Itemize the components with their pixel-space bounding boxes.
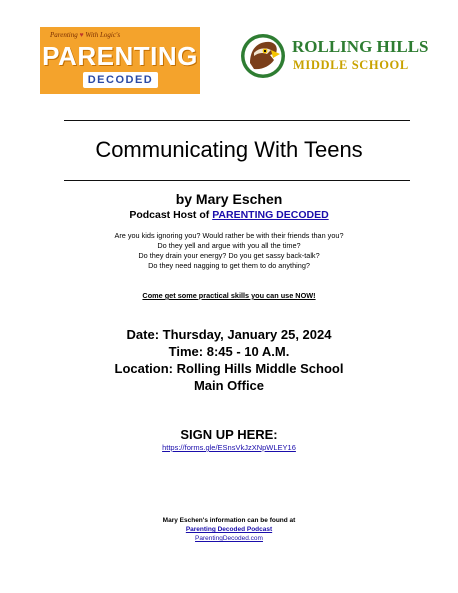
- call-to-action: Come get some practical skills you can use NOW!: [142, 291, 316, 300]
- questions-block: [0, 231, 458, 271]
- event-details: [0, 326, 458, 394]
- school-subtitle: MIDDLE SCHOOL: [293, 58, 409, 72]
- divider-top: [64, 120, 410, 121]
- signup-url-container: [0, 443, 458, 452]
- podcast-link[interactable]: PARENTING DECODED: [212, 209, 329, 221]
- parenting-decoded-logo: [40, 27, 200, 94]
- podcast-host-line: Podcast Host of PARENTING DECODED: [129, 209, 329, 221]
- heart-icon: ♥: [79, 31, 84, 39]
- logo-tagline: Parenting ♥ With Logic's: [50, 31, 121, 39]
- event-location: Location: Rolling Hills Middle School: [114, 361, 344, 376]
- footer: [0, 516, 458, 543]
- logo-main-text: PARENTING: [42, 41, 198, 71]
- event-date: Date: Thursday, January 25, 2024: [126, 327, 332, 342]
- event-room: Main Office: [193, 378, 265, 393]
- rolling-hills-logo: [240, 33, 436, 79]
- logo-sub-text: DECODED: [83, 72, 158, 88]
- question-line: Do they need nagging to get them to do anything?: [148, 261, 310, 270]
- footer-podcast-link[interactable]: Parenting Decoded Podcast: [185, 526, 273, 533]
- event-time: Time: 8:45 - 10 A.M.: [168, 344, 290, 359]
- school-name: ROLLING HILLS: [292, 37, 429, 56]
- flyer-title: Communicating With Teens: [95, 137, 363, 162]
- footer-intro: Mary Eschen's information can be found at: [162, 517, 296, 524]
- divider-bottom: [64, 180, 410, 181]
- question-line: Do they yell and argue with you all the time?: [157, 241, 301, 250]
- signup-heading: SIGN UP HERE:: [180, 427, 278, 442]
- footer-website-link[interactable]: ParentingDecoded.com: [195, 535, 263, 542]
- question-line: Are you kids ignoring you? Would rather be with their friends than you?: [114, 231, 344, 240]
- hawk-mascot-icon: [240, 33, 286, 79]
- signup-link[interactable]: https://forms.gle/ESnsVkJzXNpWLEY16: [162, 443, 296, 452]
- question-line: Do they drain your energy? Do you get sassy back-talk?: [138, 251, 320, 260]
- byline: by Mary Eschen: [175, 191, 283, 207]
